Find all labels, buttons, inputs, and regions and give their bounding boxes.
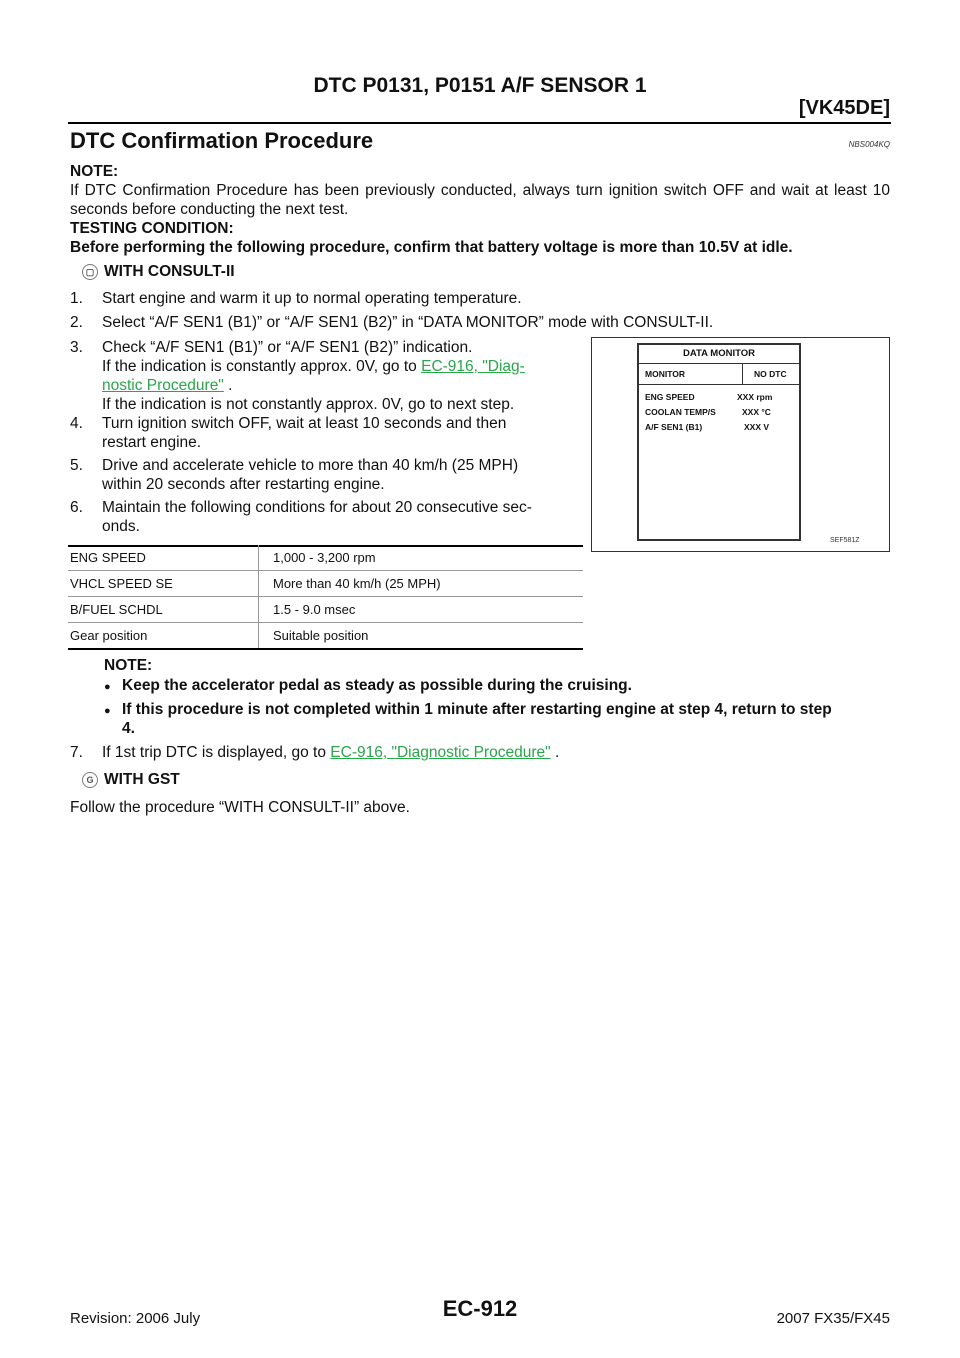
data-monitor-screen xyxy=(637,343,801,541)
section-title: DTC Confirmation Procedure xyxy=(70,128,374,153)
consult-heading-row xyxy=(82,262,235,281)
screen-col-monitor: MONITOR xyxy=(645,369,685,379)
section-code: NBS004KQ xyxy=(848,140,890,149)
header-subtitle: [VK45DE] xyxy=(798,97,890,119)
note-bullet: ● If this procedure is not completed within 1 minute after restarting engine at step 4, return to step xyxy=(104,700,832,721)
note-bullet-cont: 4. xyxy=(122,720,135,737)
screen-row-value: XXX rpm xyxy=(737,392,773,402)
step-2: 2. Select “A/F SEN1 (B1)” or “A/F SEN1 (B2)” in “DATA MONITOR” mode with CONSULT-II. xyxy=(70,314,714,331)
conditions-table xyxy=(68,545,583,649)
note-label: NOTE: xyxy=(70,163,119,180)
gst-text: Follow the procedure “WITH CONSULT-II” above. xyxy=(70,799,410,816)
footer-page-number: EC-912 xyxy=(442,1296,518,1321)
table-row: B/FUEL SCHDL 1.5 - 9.0 msec xyxy=(68,597,583,623)
gst-heading-row xyxy=(82,770,180,789)
diag-procedure-link[interactable]: EC-916, "Diag- xyxy=(421,358,525,375)
header-rule xyxy=(68,122,891,124)
note2-label: NOTE: xyxy=(104,657,153,674)
note1-block xyxy=(70,162,890,257)
footer-model: 2007 FX35/FX45 xyxy=(776,1310,890,1327)
note-bullet: ● Keep the accelerator pedal as steady as possible during the cruising. xyxy=(104,676,632,697)
step-4: 4. Turn ignition switch OFF, wait at least 10 seconds and then restart engine. xyxy=(70,415,507,451)
bullet-icon: ● xyxy=(104,681,111,693)
table-bottom-rule xyxy=(68,648,583,650)
footer-revision: Revision: 2006 July xyxy=(70,1310,201,1327)
table-row: Gear position Suitable position xyxy=(68,623,583,649)
consult-heading: WITH CONSULT-II xyxy=(104,263,235,280)
consult-icon: ▢ xyxy=(82,264,98,280)
screen-row-label: ENG SPEED xyxy=(645,392,695,402)
screen-col-nodtc: NO DTC xyxy=(754,369,787,379)
figure-code: SEF581Z xyxy=(830,537,860,544)
step-7: 7. If 1st trip DTC is displayed, go to EC-916, "Diagnostic Procedure" . xyxy=(70,744,560,761)
screen-row-value: XXX °C xyxy=(742,407,771,417)
step-1: 1. Start engine and warm it up to normal operating temperature. xyxy=(70,290,522,307)
screen-row-label: COOLAN TEMP/S xyxy=(645,407,716,417)
step-3: 3. Check “A/F SEN1 (B1)” or “A/F SEN1 (B2)” indication. If the indication is constantly approx. 0V, go to EC-916, "Diag- nostic Procedure" . If the indication is not constantly approx. 0V, go to next step. xyxy=(70,339,525,413)
diag-procedure-link[interactable]: EC-916, "Diagnostic Procedure" xyxy=(330,744,551,761)
step-5: 5. Drive and accelerate vehicle to more than 40 km/h (25 MPH) within 20 seconds after restarting engine. xyxy=(70,457,519,493)
bullet-icon: ● xyxy=(104,705,111,717)
table-row: ENG SPEED 1,000 - 3,200 rpm xyxy=(68,545,583,571)
table-row: VHCL SPEED SE More than 40 km/h (25 MPH) xyxy=(68,571,583,597)
testing-condition-label: TESTING CONDITION: xyxy=(70,220,234,237)
testing-condition-text: Before performing the following procedure, confirm that battery voltage is more than 10.5V at idle. xyxy=(70,239,793,256)
gst-heading: WITH GST xyxy=(104,771,180,788)
note-text: If DTC Confirmation Procedure has been previously conducted, always turn ignition switch OFF and wait at least 10 seconds before conducting the next test. xyxy=(70,182,890,218)
diag-procedure-link-cont[interactable]: nostic Procedure" xyxy=(102,377,224,394)
screen-title: DATA MONITOR xyxy=(683,348,755,359)
step-6: 6. Maintain the following conditions for about 20 consecutive sec- onds. xyxy=(70,499,532,535)
screen-row-value: XXX V xyxy=(744,422,770,432)
gst-icon: G xyxy=(82,772,98,788)
screen-row-label: A/F SEN1 (B1) xyxy=(645,422,703,432)
header-title: DTC P0131, P0151 A/F SENSOR 1 xyxy=(313,74,647,97)
